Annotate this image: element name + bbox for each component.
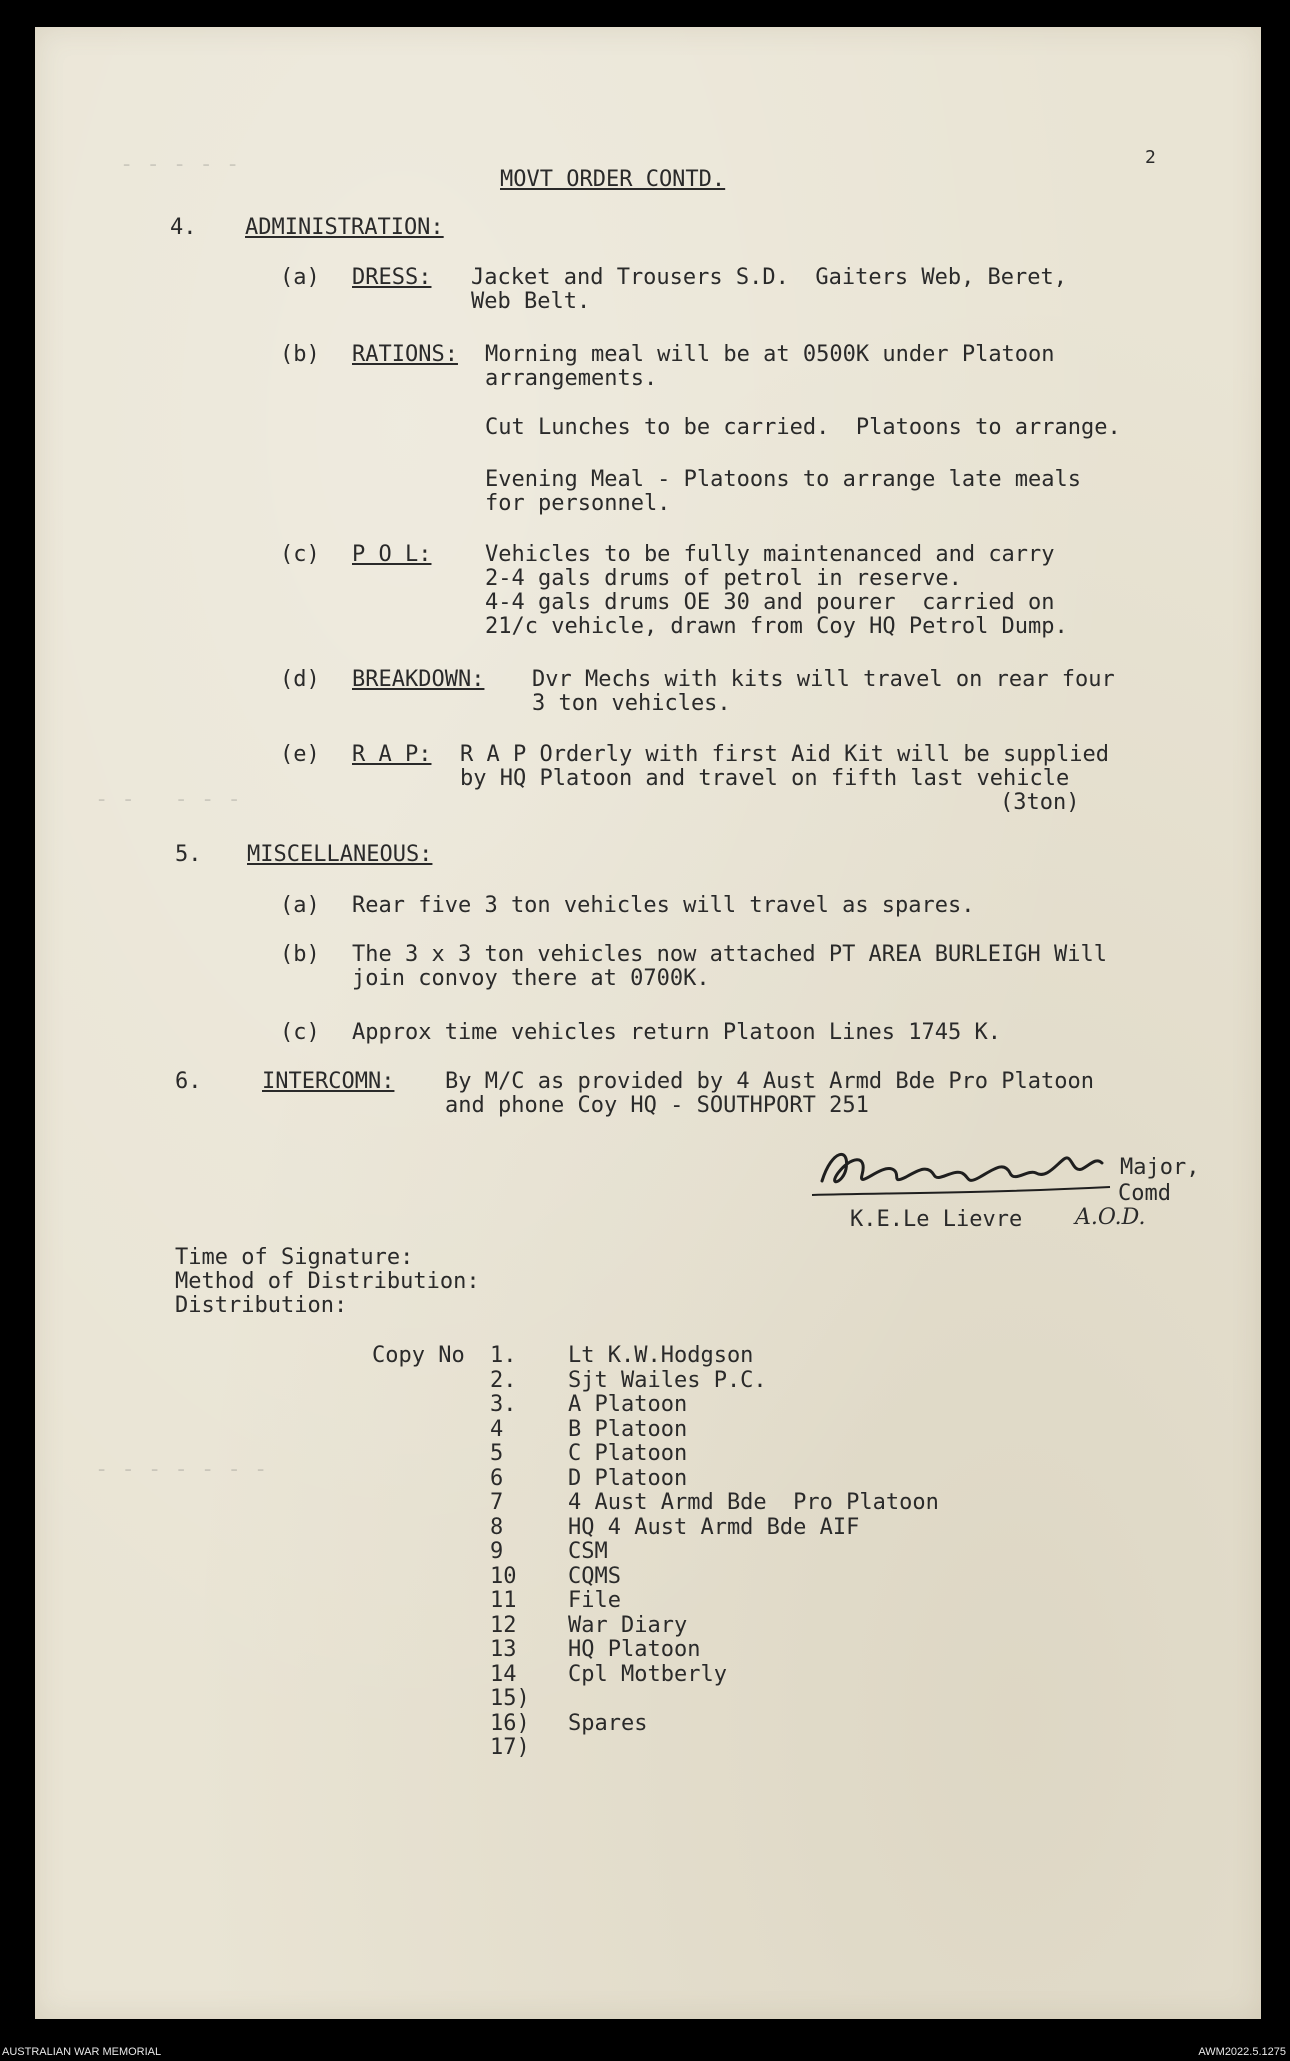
copy-recipient: Spares xyxy=(568,1711,648,1736)
bleed-through-mark: - - - - - - - xyxy=(95,1457,268,1482)
item-4e-label: R A P: xyxy=(352,742,432,767)
section-4-title: ADMINISTRATION: xyxy=(245,215,444,240)
section-6-line: By M/C as provided by 4 Aust Armd Bde Pro Platoon xyxy=(445,1069,1095,1094)
copy-number: 2. xyxy=(490,1368,517,1393)
copy-recipient: HQ Platoon xyxy=(568,1637,701,1662)
copy-no-label: Copy No xyxy=(372,1343,465,1368)
copy-recipient: D Platoon xyxy=(568,1466,688,1491)
item-4b-line: Morning meal will be at 0500K under Platoon xyxy=(485,342,1055,367)
signatory-initials: A.O.D. xyxy=(1075,1205,1146,1230)
item-4c-line: 21/c vehicle, drawn from Coy HQ Petrol Dump. xyxy=(485,614,1068,639)
copy-number: 13 xyxy=(490,1637,517,1662)
item-4d-label: BREAKDOWN: xyxy=(352,667,485,692)
archive-reference: AWM2022.5.1275 xyxy=(1198,2046,1286,2058)
copy-recipient: Lt K.W.Hodgson xyxy=(568,1343,754,1368)
copy-recipient: A Platoon xyxy=(568,1392,688,1417)
copy-number: 12 xyxy=(490,1613,517,1638)
item-5c-letter: (c) xyxy=(280,1020,320,1045)
copy-recipient: C Platoon xyxy=(568,1441,688,1466)
item-4e-letter: (e) xyxy=(280,742,320,767)
item-4c-line: 2-4 gals drums of petrol in reserve. xyxy=(485,566,962,591)
copy-number: 16) xyxy=(490,1711,530,1736)
item-5a-line: Rear five 3 ton vehicles will travel as spares. xyxy=(352,893,975,918)
copy-number: 8 xyxy=(490,1515,504,1540)
copy-number: 1. xyxy=(490,1343,517,1368)
section-6-label: INTERCOMN: xyxy=(262,1069,395,1094)
section-6-number: 6. xyxy=(175,1069,202,1094)
distribution-label: Distribution: xyxy=(175,1293,348,1318)
bleed-through-mark: - - - - - xyxy=(95,787,241,812)
copy-number: 14 xyxy=(490,1662,517,1687)
document-page xyxy=(35,27,1261,2019)
section-6-line: and phone Coy HQ - SOUTHPORT 251 xyxy=(445,1093,869,1118)
item-4d-line: 3 ton vehicles. xyxy=(532,691,731,716)
section-4-number: 4. xyxy=(170,215,197,240)
bleed-through-mark: - - - - - xyxy=(120,152,240,177)
copy-recipient: B Platoon xyxy=(568,1417,688,1442)
signatory-name: K.E.Le Lievre xyxy=(850,1207,1023,1232)
item-4c-letter: (c) xyxy=(280,542,320,567)
copy-number: 3. xyxy=(490,1392,517,1417)
copy-number: 15) xyxy=(490,1686,530,1711)
copy-number: 5 xyxy=(490,1441,504,1466)
item-4d-line: Dvr Mechs with kits will travel on rear four xyxy=(532,667,1115,692)
copy-recipient: Sjt Wailes P.C. xyxy=(568,1368,767,1393)
section-5-title: MISCELLANEOUS: xyxy=(247,842,433,867)
item-4e-line: R A P Orderly with first Aid Kit will be supplied xyxy=(460,742,1110,767)
item-4a-line: Jacket and Trousers S.D. Gaiters Web, Beret, xyxy=(471,265,1068,290)
method-of-distribution: Method of Distribution: xyxy=(175,1269,480,1294)
copy-recipient: HQ 4 Aust Armd Bde AIF xyxy=(568,1515,860,1540)
item-5a-letter: (a) xyxy=(280,893,320,918)
signatory-role: Comd xyxy=(1118,1181,1171,1206)
copy-number: 10 xyxy=(490,1564,517,1589)
item-4e-line: by HQ Platoon and travel on fifth last vehicle xyxy=(460,766,1070,791)
item-4a-letter: (a) xyxy=(280,265,320,290)
item-4d-letter: (d) xyxy=(280,667,320,692)
item-4b-line: for personnel. xyxy=(485,491,671,516)
item-4c-line: Vehicles to be fully maintenanced and carry xyxy=(485,542,1055,567)
section-5-number: 5. xyxy=(175,842,202,867)
item-4c-line: 4-4 gals drums OE 30 and pourer carried on xyxy=(485,590,1055,615)
copy-number: 7 xyxy=(490,1490,504,1515)
copy-recipient: Cpl Motberly xyxy=(568,1662,727,1687)
time-of-signature: Time of Signature: xyxy=(175,1245,414,1270)
item-4e-line: (3ton) xyxy=(1000,790,1080,815)
document-heading: MOVT ORDER CONTD. xyxy=(500,167,726,192)
copy-recipient: War Diary xyxy=(568,1613,688,1638)
item-4b-label: RATIONS: xyxy=(352,342,458,367)
copy-recipient: CQMS xyxy=(568,1564,621,1589)
copy-recipient: 4 Aust Armd Bde Pro Platoon xyxy=(568,1490,939,1515)
copy-recipient: CSM xyxy=(568,1539,608,1564)
item-4c-label: P O L: xyxy=(352,542,432,567)
copy-number: 9 xyxy=(490,1539,504,1564)
page-number: 2 xyxy=(1145,147,1156,168)
signatory-rank: Major, xyxy=(1120,1155,1200,1180)
item-4b-line: Cut Lunches to be carried. Platoons to arrange. xyxy=(485,415,1121,440)
copy-number: 4 xyxy=(490,1417,504,1442)
item-5b-line: The 3 x 3 ton vehicles now attached PT AREA BURLEIGH Will xyxy=(352,942,1107,967)
copy-recipient: File xyxy=(568,1588,621,1613)
item-4a-label: DRESS: xyxy=(352,265,432,290)
item-4b-line: arrangements. xyxy=(485,366,658,391)
copy-number: 17) xyxy=(490,1735,530,1760)
item-4a-line: Web Belt. xyxy=(471,289,591,314)
copy-number: 11 xyxy=(490,1588,517,1613)
item-4b-line: Evening Meal - Platoons to arrange late meals xyxy=(485,467,1082,492)
archive-credit: AUSTRALIAN WAR MEMORIAL xyxy=(2,2046,162,2058)
item-5b-line: join convoy there at 0700K. xyxy=(352,966,710,991)
copy-number: 6 xyxy=(490,1466,504,1491)
item-4b-letter: (b) xyxy=(280,342,320,367)
item-5b-letter: (b) xyxy=(280,942,320,967)
item-5c-line: Approx time vehicles return Platoon Lines 1745 K. xyxy=(352,1020,1002,1045)
